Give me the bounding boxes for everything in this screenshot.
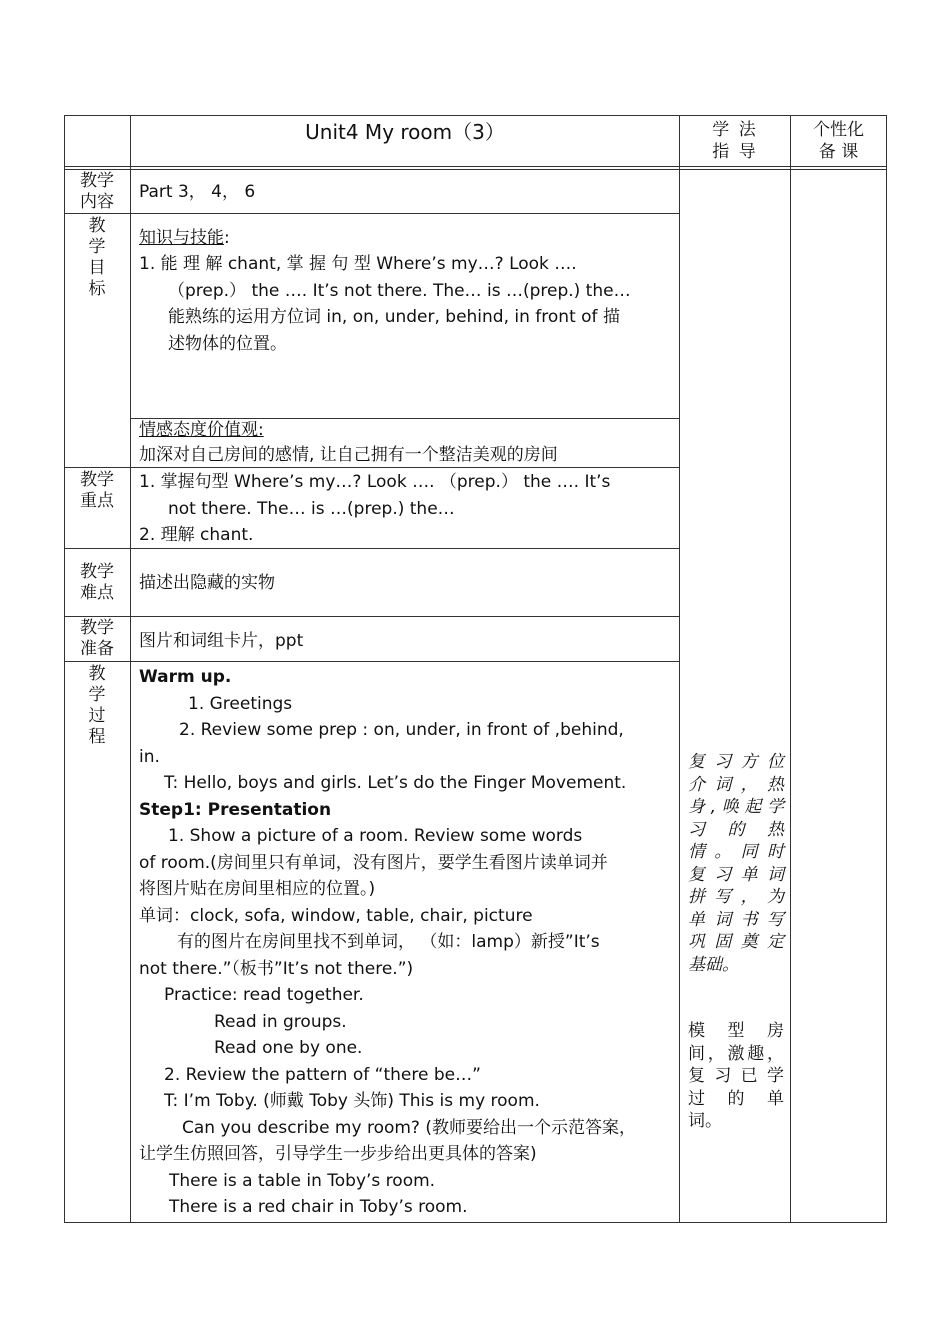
guidance-note2-line3: 复习已学 bbox=[688, 1066, 784, 1086]
red-chair-sentence-line: There is a red chair in Toby’s room. bbox=[169, 1197, 468, 1217]
preparation-label bbox=[65, 618, 129, 660]
table-sentence-line: There is a table in Toby’s room. bbox=[169, 1170, 436, 1191]
personal-header-line2: 备 课 bbox=[818, 142, 859, 162]
knowledge-item bbox=[139, 251, 671, 357]
emotion-text: 加深对自己房间的感情, 让自己拥有一个整洁美观的房间 bbox=[139, 445, 558, 465]
guidance-note-2 bbox=[688, 1020, 784, 1133]
key-points-line2: not there. The… is …(prep.) the… bbox=[168, 498, 455, 519]
practice-line: Practice: read together. bbox=[164, 985, 364, 1005]
key-points-line1: 1. 掌握句型 Where’s my…? Look …. （prep.） the …. It’s bbox=[139, 472, 611, 492]
review-prep-line: 2. Review some prep : on, under, in front of ,behind, bbox=[179, 720, 624, 740]
guidance-note1-line1: 复习方位 bbox=[688, 752, 784, 772]
guidance-note2-line1: 模 型 房 bbox=[688, 1021, 784, 1041]
show-picture-line: 1. Show a picture of a room. Review some words bbox=[168, 826, 583, 846]
review-pattern-line: 2. Review the pattern of “there be…” bbox=[164, 1064, 481, 1085]
emotion-heading bbox=[139, 417, 264, 444]
difficulties-value: 描述出隐藏的实物 bbox=[139, 573, 275, 593]
preparation-label-line1: 教学 bbox=[80, 618, 114, 638]
guidance-header-line2: 指 导 bbox=[712, 142, 758, 162]
guidance-note2-line4: 过 的 单 bbox=[688, 1088, 784, 1109]
page-title: Unit4 My room（3） bbox=[305, 120, 505, 144]
process-label bbox=[65, 664, 129, 748]
key-points-line3: 2. 理解 chant. bbox=[139, 525, 254, 545]
objectives-label-char2: 学 bbox=[88, 237, 106, 257]
knowledge-heading bbox=[139, 225, 230, 252]
process-label-char1: 教 bbox=[88, 664, 106, 684]
guidance-note1-line8: 单词书写 bbox=[688, 909, 784, 930]
content-value: Part 3， 4， 6 bbox=[139, 182, 256, 202]
difficulties-label bbox=[65, 562, 129, 604]
difficulties-label-line1: 教学 bbox=[80, 562, 114, 582]
objectives-label bbox=[65, 216, 129, 300]
of-room-line: of room.(房间里只有单词，没有图片，要学生看图片读单词并 bbox=[139, 852, 608, 873]
guidance-note1-line2: 介词，热 bbox=[688, 774, 784, 795]
step1-heading: Step1: Presentation bbox=[139, 799, 332, 820]
warm-up-heading: Warm up. bbox=[139, 667, 232, 687]
imitate-line: 让学生仿照回答，引导学生一步步给出更具体的答案) bbox=[139, 1144, 537, 1164]
not-there-line: not there.”（板书”It’s not there.”) bbox=[139, 958, 414, 979]
new-word-line: 有的图片在房间里找不到单词， （如：lamp）新授”It’s bbox=[177, 932, 600, 952]
key-points-label bbox=[65, 470, 129, 512]
guidance-note2-line5: 词。 bbox=[688, 1111, 722, 1131]
process-text bbox=[139, 664, 671, 1221]
guidance-note1-line7: 拼写，为 bbox=[688, 887, 784, 907]
key-points-label-line1: 教学 bbox=[80, 470, 114, 490]
knowledge-line2: （prep.） the …. It’s not there. The… is …(prep.) the… bbox=[168, 280, 631, 301]
stick-pictures-line: 将图片贴在房间里相应的位置。) bbox=[139, 879, 376, 899]
read-one-by-one-line: Read one by one. bbox=[214, 1038, 363, 1058]
content-label bbox=[65, 171, 129, 213]
knowledge-heading-text: 知识与技能 bbox=[139, 228, 224, 248]
review-prep-line2: in. bbox=[139, 746, 160, 767]
objectives-label-char3: 目 bbox=[88, 258, 106, 278]
toby-line: T: I’m Toby. (师戴 Toby 头饰) This is my room. bbox=[164, 1091, 540, 1111]
guidance-header-line1: 学 法 bbox=[712, 120, 758, 140]
guidance-note1-line9: 巩固奠定 bbox=[688, 932, 784, 952]
process-label-char3: 过 bbox=[88, 706, 106, 726]
knowledge-line3: 能熟练的运用方位词 in, on, under, behind, in front of 描 bbox=[168, 307, 620, 327]
guidance-note1-line4: 习 的 热 bbox=[688, 819, 784, 840]
emotion-heading-text: 情感态度价值观: bbox=[139, 420, 264, 440]
key-points-text bbox=[139, 469, 671, 549]
personal-column-header bbox=[791, 119, 886, 163]
content-label-line1: 教学 bbox=[80, 171, 114, 191]
process-label-char4: 程 bbox=[88, 727, 106, 747]
objectives-label-char4: 标 bbox=[88, 279, 106, 299]
key-points-label-line2: 重点 bbox=[80, 491, 114, 511]
difficulties-label-line2: 难点 bbox=[80, 583, 114, 603]
knowledge-line1: 1. 能 理 解 chant, 掌 握 句 型 Where’s my…? Look …. bbox=[139, 254, 577, 274]
preparation-value: 图片和词组卡片，ppt bbox=[139, 631, 304, 651]
preparation-label-line2: 准备 bbox=[80, 639, 114, 659]
knowledge-line4: 述物体的位置。 bbox=[168, 333, 287, 354]
process-label-char2: 学 bbox=[88, 685, 106, 705]
guidance-note1-line6: 复习单词 bbox=[688, 864, 784, 885]
greetings-line: 1. Greetings bbox=[188, 693, 293, 714]
personal-header-line1: 个性化 bbox=[813, 120, 864, 140]
guidance-note2-line2: 间，激趣， bbox=[688, 1043, 784, 1064]
describe-line: Can you describe my room? (教师要给出一个示范答案， bbox=[182, 1117, 636, 1138]
guidance-note1-line3: 身,唤起学 bbox=[688, 797, 784, 817]
guidance-column-header bbox=[680, 119, 790, 163]
words-line: 单词：clock, sofa, window, table, chair, picture bbox=[139, 905, 533, 926]
guidance-note-1 bbox=[688, 751, 784, 976]
finger-movement-line: T: Hello, boys and girls. Let’s do the Finger Movement. bbox=[164, 773, 627, 793]
knowledge-heading-colon: : bbox=[224, 228, 230, 248]
read-groups-line: Read in groups. bbox=[214, 1011, 347, 1032]
content-label-line2: 内容 bbox=[80, 192, 114, 212]
objectives-label-char1: 教 bbox=[88, 216, 106, 236]
guidance-note1-line5: 情。同时 bbox=[688, 842, 784, 862]
guidance-note1-line10: 基础。 bbox=[688, 954, 739, 975]
